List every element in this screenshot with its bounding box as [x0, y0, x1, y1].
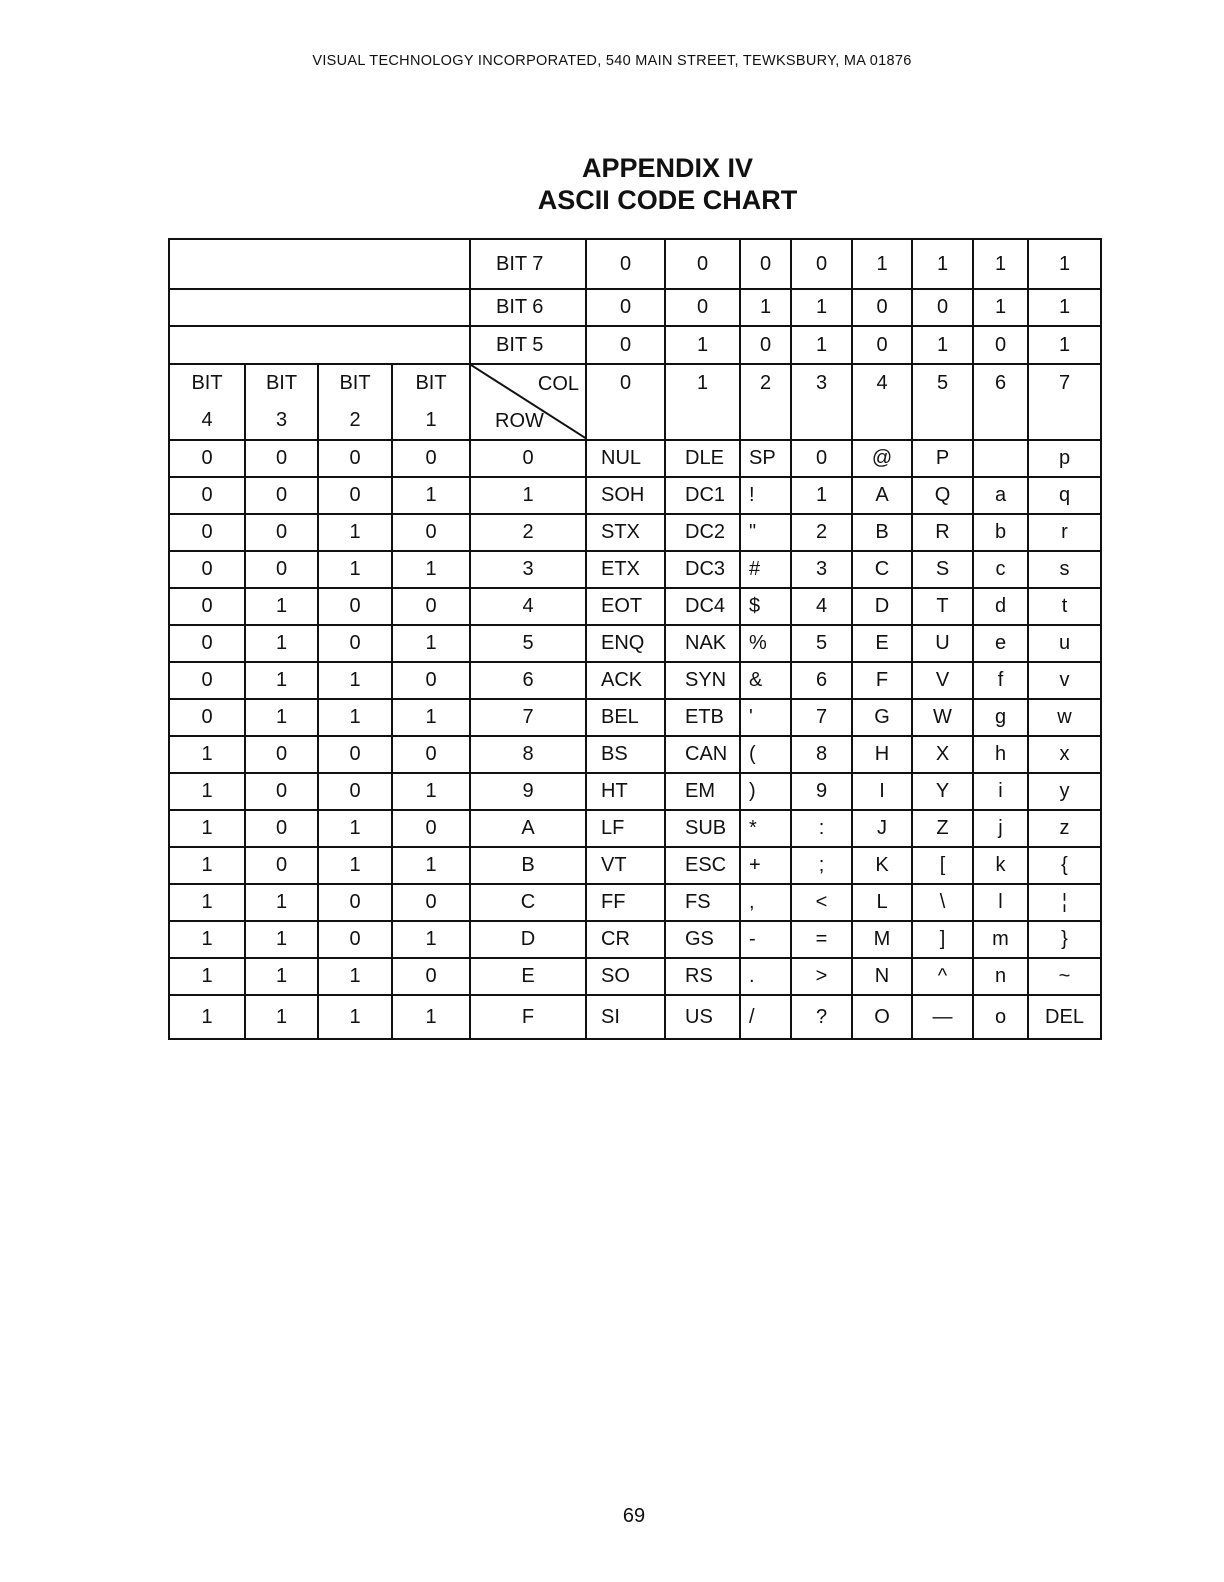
row-bit-value: 0 — [245, 736, 318, 773]
char-cell: EM — [665, 773, 740, 810]
table-row — [169, 995, 1101, 1039]
table-row — [169, 773, 1101, 810]
char-cell: 0 — [791, 440, 852, 477]
char-cell: FS — [665, 884, 740, 921]
char-cell: , — [740, 884, 791, 921]
bit-value: 0 — [912, 289, 973, 326]
row-bit-value: 0 — [392, 884, 470, 921]
row-bit-value: 0 — [245, 477, 318, 514]
char-cell: X — [912, 736, 973, 773]
row-bit-value: 1 — [169, 921, 245, 958]
char-cell: @ — [852, 440, 912, 477]
char-cell: 2 — [791, 514, 852, 551]
char-cell: ETB — [665, 699, 740, 736]
char-cell: i — [973, 773, 1028, 810]
row-bit-value: 0 — [245, 551, 318, 588]
char-cell: z — [1028, 810, 1101, 847]
char-cell: 9 — [791, 773, 852, 810]
char-cell: - — [740, 921, 791, 958]
table-row — [169, 477, 1101, 514]
row-bit-value: 0 — [169, 440, 245, 477]
char-cell: 4 — [791, 588, 852, 625]
table-row — [169, 921, 1101, 958]
char-cell: NAK — [665, 625, 740, 662]
bit-value: 0 — [586, 326, 665, 364]
char-cell: j — [973, 810, 1028, 847]
row-number: B — [470, 847, 586, 884]
char-cell: & — [740, 662, 791, 699]
row-bit-value: 1 — [318, 662, 392, 699]
char-cell: B — [852, 514, 912, 551]
char-cell: C — [852, 551, 912, 588]
row-bit-value: 1 — [318, 847, 392, 884]
row-bit-value: 0 — [169, 699, 245, 736]
row-bit-value: 0 — [318, 736, 392, 773]
char-cell: \ — [912, 884, 973, 921]
bit-value: 0 — [665, 289, 740, 326]
char-cell: $ — [740, 588, 791, 625]
char-cell: " — [740, 514, 791, 551]
row-bit-value: 0 — [169, 514, 245, 551]
row-bit-value: 0 — [245, 440, 318, 477]
char-cell: G — [852, 699, 912, 736]
low-bit-word: BIT — [265, 372, 298, 394]
row-bit-value: 0 — [392, 514, 470, 551]
char-cell: DC3 — [665, 551, 740, 588]
char-cell: o — [973, 995, 1028, 1039]
row-bit-value: 0 — [245, 810, 318, 847]
row-bit-value: 1 — [245, 699, 318, 736]
row-bit-value: 1 — [392, 551, 470, 588]
column-number: 5 — [912, 364, 973, 440]
char-cell: ' — [740, 699, 791, 736]
bit-value: 1 — [973, 239, 1028, 289]
row-bit-value: 1 — [245, 662, 318, 699]
char-cell: O — [852, 995, 912, 1039]
row-bit-value: 0 — [318, 477, 392, 514]
row-bit-value: 1 — [245, 588, 318, 625]
row-bit-value: 0 — [392, 662, 470, 699]
char-cell: SOH — [586, 477, 665, 514]
char-cell: [ — [912, 847, 973, 884]
char-cell: RS — [665, 958, 740, 995]
row-bit-value: 0 — [318, 773, 392, 810]
bit-label: BIT 5 — [470, 326, 586, 364]
char-cell: k — [973, 847, 1028, 884]
row-bit-value: 0 — [169, 477, 245, 514]
char-cell: SI — [586, 995, 665, 1039]
char-cell: w — [1028, 699, 1101, 736]
char-cell: > — [791, 958, 852, 995]
row-bit-value: 0 — [392, 958, 470, 995]
bit-value: 0 — [973, 326, 1028, 364]
char-cell: d — [973, 588, 1028, 625]
row-bit-value: 0 — [169, 551, 245, 588]
row-bit-value: 0 — [318, 884, 392, 921]
char-cell: DC1 — [665, 477, 740, 514]
row-bit-value: 1 — [318, 551, 392, 588]
char-cell: 8 — [791, 736, 852, 773]
char-cell: SUB — [665, 810, 740, 847]
bit-value: 1 — [665, 326, 740, 364]
char-cell: EOT — [586, 588, 665, 625]
char-cell: SO — [586, 958, 665, 995]
row-bit-value: 1 — [169, 810, 245, 847]
table-row — [169, 810, 1101, 847]
row-bit-value: 0 — [169, 588, 245, 625]
row-bit-value: 1 — [318, 995, 392, 1039]
low-bit-header — [169, 364, 245, 440]
char-cell: . — [740, 958, 791, 995]
row-number: E — [470, 958, 586, 995]
bit-label: BIT 7 — [470, 239, 586, 289]
col-label: COL — [537, 373, 579, 395]
column-number: 2 — [740, 364, 791, 440]
char-cell: E — [852, 625, 912, 662]
char-cell: STX — [586, 514, 665, 551]
char-cell — [973, 440, 1028, 477]
char-cell: : — [791, 810, 852, 847]
char-cell: M — [852, 921, 912, 958]
row-bit-value: 0 — [392, 810, 470, 847]
row-number: 2 — [470, 514, 586, 551]
char-cell: q — [1028, 477, 1101, 514]
bit-value: 0 — [586, 289, 665, 326]
char-cell: S — [912, 551, 973, 588]
row-bit-value: 0 — [245, 514, 318, 551]
char-cell: s — [1028, 551, 1101, 588]
char-cell: ] — [912, 921, 973, 958]
char-cell: CR — [586, 921, 665, 958]
ascii-code-chart — [168, 238, 1102, 1040]
bit-value: 1 — [1028, 326, 1101, 364]
char-cell: 3 — [791, 551, 852, 588]
row-bit-value: 1 — [245, 921, 318, 958]
char-cell: f — [973, 662, 1028, 699]
row-bit-value: 1 — [245, 884, 318, 921]
column-header-row — [169, 364, 1101, 440]
char-cell: ENQ — [586, 625, 665, 662]
row-number: A — [470, 810, 586, 847]
row-bit-value: 1 — [245, 995, 318, 1039]
char-cell: P — [912, 440, 973, 477]
char-cell: g — [973, 699, 1028, 736]
row-number: 1 — [470, 477, 586, 514]
row-bit-value: 1 — [318, 699, 392, 736]
row-number: 5 — [470, 625, 586, 662]
row-number: D — [470, 921, 586, 958]
blank-cell — [169, 289, 470, 326]
row-bit-value: 0 — [318, 440, 392, 477]
char-cell: ESC — [665, 847, 740, 884]
table-row — [169, 847, 1101, 884]
bit-label: BIT 6 — [470, 289, 586, 326]
char-cell: A — [852, 477, 912, 514]
char-cell: DLE — [665, 440, 740, 477]
char-cell: GS — [665, 921, 740, 958]
char-cell: CAN — [665, 736, 740, 773]
table-row — [169, 588, 1101, 625]
char-cell: V — [912, 662, 973, 699]
char-cell: { — [1028, 847, 1101, 884]
row-bit-value: 0 — [318, 625, 392, 662]
row-bit-value: 1 — [169, 958, 245, 995]
row-bit-value: 1 — [245, 625, 318, 662]
char-cell: < — [791, 884, 852, 921]
char-cell: n — [973, 958, 1028, 995]
low-bit-number: 2 — [349, 409, 361, 431]
char-cell: = — [791, 921, 852, 958]
row-bit-value: 1 — [169, 773, 245, 810]
char-cell: N — [852, 958, 912, 995]
bit-value: 1 — [912, 239, 973, 289]
char-cell: ETX — [586, 551, 665, 588]
row-bit-value: 0 — [318, 588, 392, 625]
char-cell: 6 — [791, 662, 852, 699]
bit-row-bit7 — [169, 239, 1101, 289]
bit-value: 1 — [791, 326, 852, 364]
row-bit-value: 1 — [318, 810, 392, 847]
row-number: 8 — [470, 736, 586, 773]
bit-value: 0 — [852, 289, 912, 326]
char-cell: F — [852, 662, 912, 699]
row-bit-value: 1 — [245, 958, 318, 995]
bit-value: 0 — [740, 326, 791, 364]
page-number: 69 — [622, 1505, 646, 1527]
row-bit-value: 1 — [169, 736, 245, 773]
char-cell: DEL — [1028, 995, 1101, 1039]
char-cell: U — [912, 625, 973, 662]
row-number: 4 — [470, 588, 586, 625]
row-bit-value: 0 — [392, 588, 470, 625]
row-number: 7 — [470, 699, 586, 736]
bit-value: 0 — [586, 239, 665, 289]
char-cell: ACK — [586, 662, 665, 699]
row-bit-value: 1 — [318, 514, 392, 551]
bit-value: 1 — [912, 326, 973, 364]
low-bit-number: 4 — [201, 409, 213, 431]
row-number: 6 — [470, 662, 586, 699]
bit-value: 1 — [740, 289, 791, 326]
low-bit-number: 3 — [275, 409, 288, 431]
char-cell: r — [1028, 514, 1101, 551]
row-number: 0 — [470, 440, 586, 477]
row-bit-value: 1 — [392, 625, 470, 662]
blank-cell — [169, 239, 470, 289]
table-row — [169, 440, 1101, 477]
char-cell: US — [665, 995, 740, 1039]
char-cell: Y — [912, 773, 973, 810]
row-number: C — [470, 884, 586, 921]
char-cell: p — [1028, 440, 1101, 477]
char-cell: Q — [912, 477, 973, 514]
row-bit-value: 0 — [392, 440, 470, 477]
bit-row-bit6 — [169, 289, 1101, 326]
bit-value: 0 — [791, 239, 852, 289]
char-cell: VT — [586, 847, 665, 884]
table-row — [169, 884, 1101, 921]
low-bit-header — [318, 364, 392, 440]
char-cell: DC4 — [665, 588, 740, 625]
bit-value: 1 — [791, 289, 852, 326]
page-title — [0, 152, 1224, 216]
char-cell: SYN — [665, 662, 740, 699]
table-row — [169, 551, 1101, 588]
char-cell: FF — [586, 884, 665, 921]
row-bit-value: 1 — [392, 699, 470, 736]
bit-value: 1 — [1028, 239, 1101, 289]
bit-value: 1 — [1028, 289, 1101, 326]
row-bit-value: 1 — [169, 995, 245, 1039]
char-cell: ! — [740, 477, 791, 514]
char-cell: } — [1028, 921, 1101, 958]
row-bit-value: 0 — [169, 625, 245, 662]
column-number: 1 — [665, 364, 740, 440]
column-number: 7 — [1028, 364, 1101, 440]
char-cell: ~ — [1028, 958, 1101, 995]
low-bit-word: BIT — [415, 372, 447, 394]
char-cell: % — [740, 625, 791, 662]
low-bit-number: 1 — [425, 409, 437, 431]
char-cell: v — [1028, 662, 1101, 699]
char-cell: I — [852, 773, 912, 810]
column-number: 0 — [586, 364, 665, 440]
row-bit-value: 0 — [169, 662, 245, 699]
char-cell: ? — [791, 995, 852, 1039]
column-number: 6 — [973, 364, 1028, 440]
char-cell: BEL — [586, 699, 665, 736]
column-number: 4 — [852, 364, 912, 440]
row-bit-value: 1 — [392, 477, 470, 514]
table-row — [169, 736, 1101, 773]
row-number: F — [470, 995, 586, 1039]
char-cell: D — [852, 588, 912, 625]
char-cell: W — [912, 699, 973, 736]
row-bit-value: 1 — [392, 921, 470, 958]
char-cell: c — [973, 551, 1028, 588]
title-line-1: APPENDIX IV — [581, 153, 754, 183]
row-bit-value: 0 — [318, 921, 392, 958]
table-row — [169, 625, 1101, 662]
row-number: 3 — [470, 551, 586, 588]
char-cell: K — [852, 847, 912, 884]
char-cell: x — [1028, 736, 1101, 773]
char-cell: ( — [740, 736, 791, 773]
row-bit-value: 1 — [169, 847, 245, 884]
char-cell: Z — [912, 810, 973, 847]
char-cell: ; — [791, 847, 852, 884]
char-cell: t — [1028, 588, 1101, 625]
row-bit-value: 1 — [392, 773, 470, 810]
bit-value: 0 — [665, 239, 740, 289]
table-row — [169, 958, 1101, 995]
char-cell: 7 — [791, 699, 852, 736]
char-cell: ^ — [912, 958, 973, 995]
char-cell: — — [912, 995, 973, 1039]
bit-value: 0 — [740, 239, 791, 289]
char-cell: BS — [586, 736, 665, 773]
char-cell: ¦ — [1028, 884, 1101, 921]
char-cell: NUL — [586, 440, 665, 477]
char-cell: m — [973, 921, 1028, 958]
col-row-diagonal-cell — [470, 364, 586, 440]
row-number: 9 — [470, 773, 586, 810]
page-header: VISUAL TECHNOLOGY INCORPORATED, 540 MAIN STREET, TEWKSBURY, MA 01876 — [312, 53, 912, 69]
char-cell: a — [973, 477, 1028, 514]
row-bit-value: 0 — [392, 736, 470, 773]
char-cell: T — [912, 588, 973, 625]
row-bit-value: 0 — [245, 847, 318, 884]
low-bit-word: BIT — [339, 372, 371, 394]
char-cell: e — [973, 625, 1028, 662]
char-cell: + — [740, 847, 791, 884]
char-cell: L — [852, 884, 912, 921]
char-cell: LF — [586, 810, 665, 847]
char-cell: y — [1028, 773, 1101, 810]
char-cell: / — [740, 995, 791, 1039]
char-cell: J — [852, 810, 912, 847]
column-number: 3 — [791, 364, 852, 440]
blank-cell — [169, 326, 470, 364]
char-cell: # — [740, 551, 791, 588]
row-label: ROW — [495, 410, 544, 432]
char-cell: l — [973, 884, 1028, 921]
char-cell: HT — [586, 773, 665, 810]
bit-value: 1 — [973, 289, 1028, 326]
char-cell: * — [740, 810, 791, 847]
char-cell: u — [1028, 625, 1101, 662]
low-bit-word: BIT — [191, 372, 223, 394]
char-cell: ) — [740, 773, 791, 810]
char-cell: SP — [740, 440, 791, 477]
bit-value: 0 — [852, 326, 912, 364]
row-bit-value: 1 — [392, 995, 470, 1039]
row-bit-value: 1 — [318, 958, 392, 995]
char-cell: H — [852, 736, 912, 773]
low-bit-header — [245, 364, 318, 440]
table-row — [169, 699, 1101, 736]
char-cell: R — [912, 514, 973, 551]
char-cell: DC2 — [665, 514, 740, 551]
char-cell: 1 — [791, 477, 852, 514]
char-cell: 5 — [791, 625, 852, 662]
bit-row-bit5 — [169, 326, 1101, 364]
row-bit-value: 0 — [245, 773, 318, 810]
table-row — [169, 662, 1101, 699]
table-row — [169, 514, 1101, 551]
char-cell: b — [973, 514, 1028, 551]
low-bit-header — [392, 364, 470, 440]
row-bit-value: 1 — [169, 884, 245, 921]
char-cell: h — [973, 736, 1028, 773]
title-line-2: ASCII CODE CHART — [537, 185, 798, 215]
row-bit-value: 1 — [392, 847, 470, 884]
bit-value: 1 — [852, 239, 912, 289]
